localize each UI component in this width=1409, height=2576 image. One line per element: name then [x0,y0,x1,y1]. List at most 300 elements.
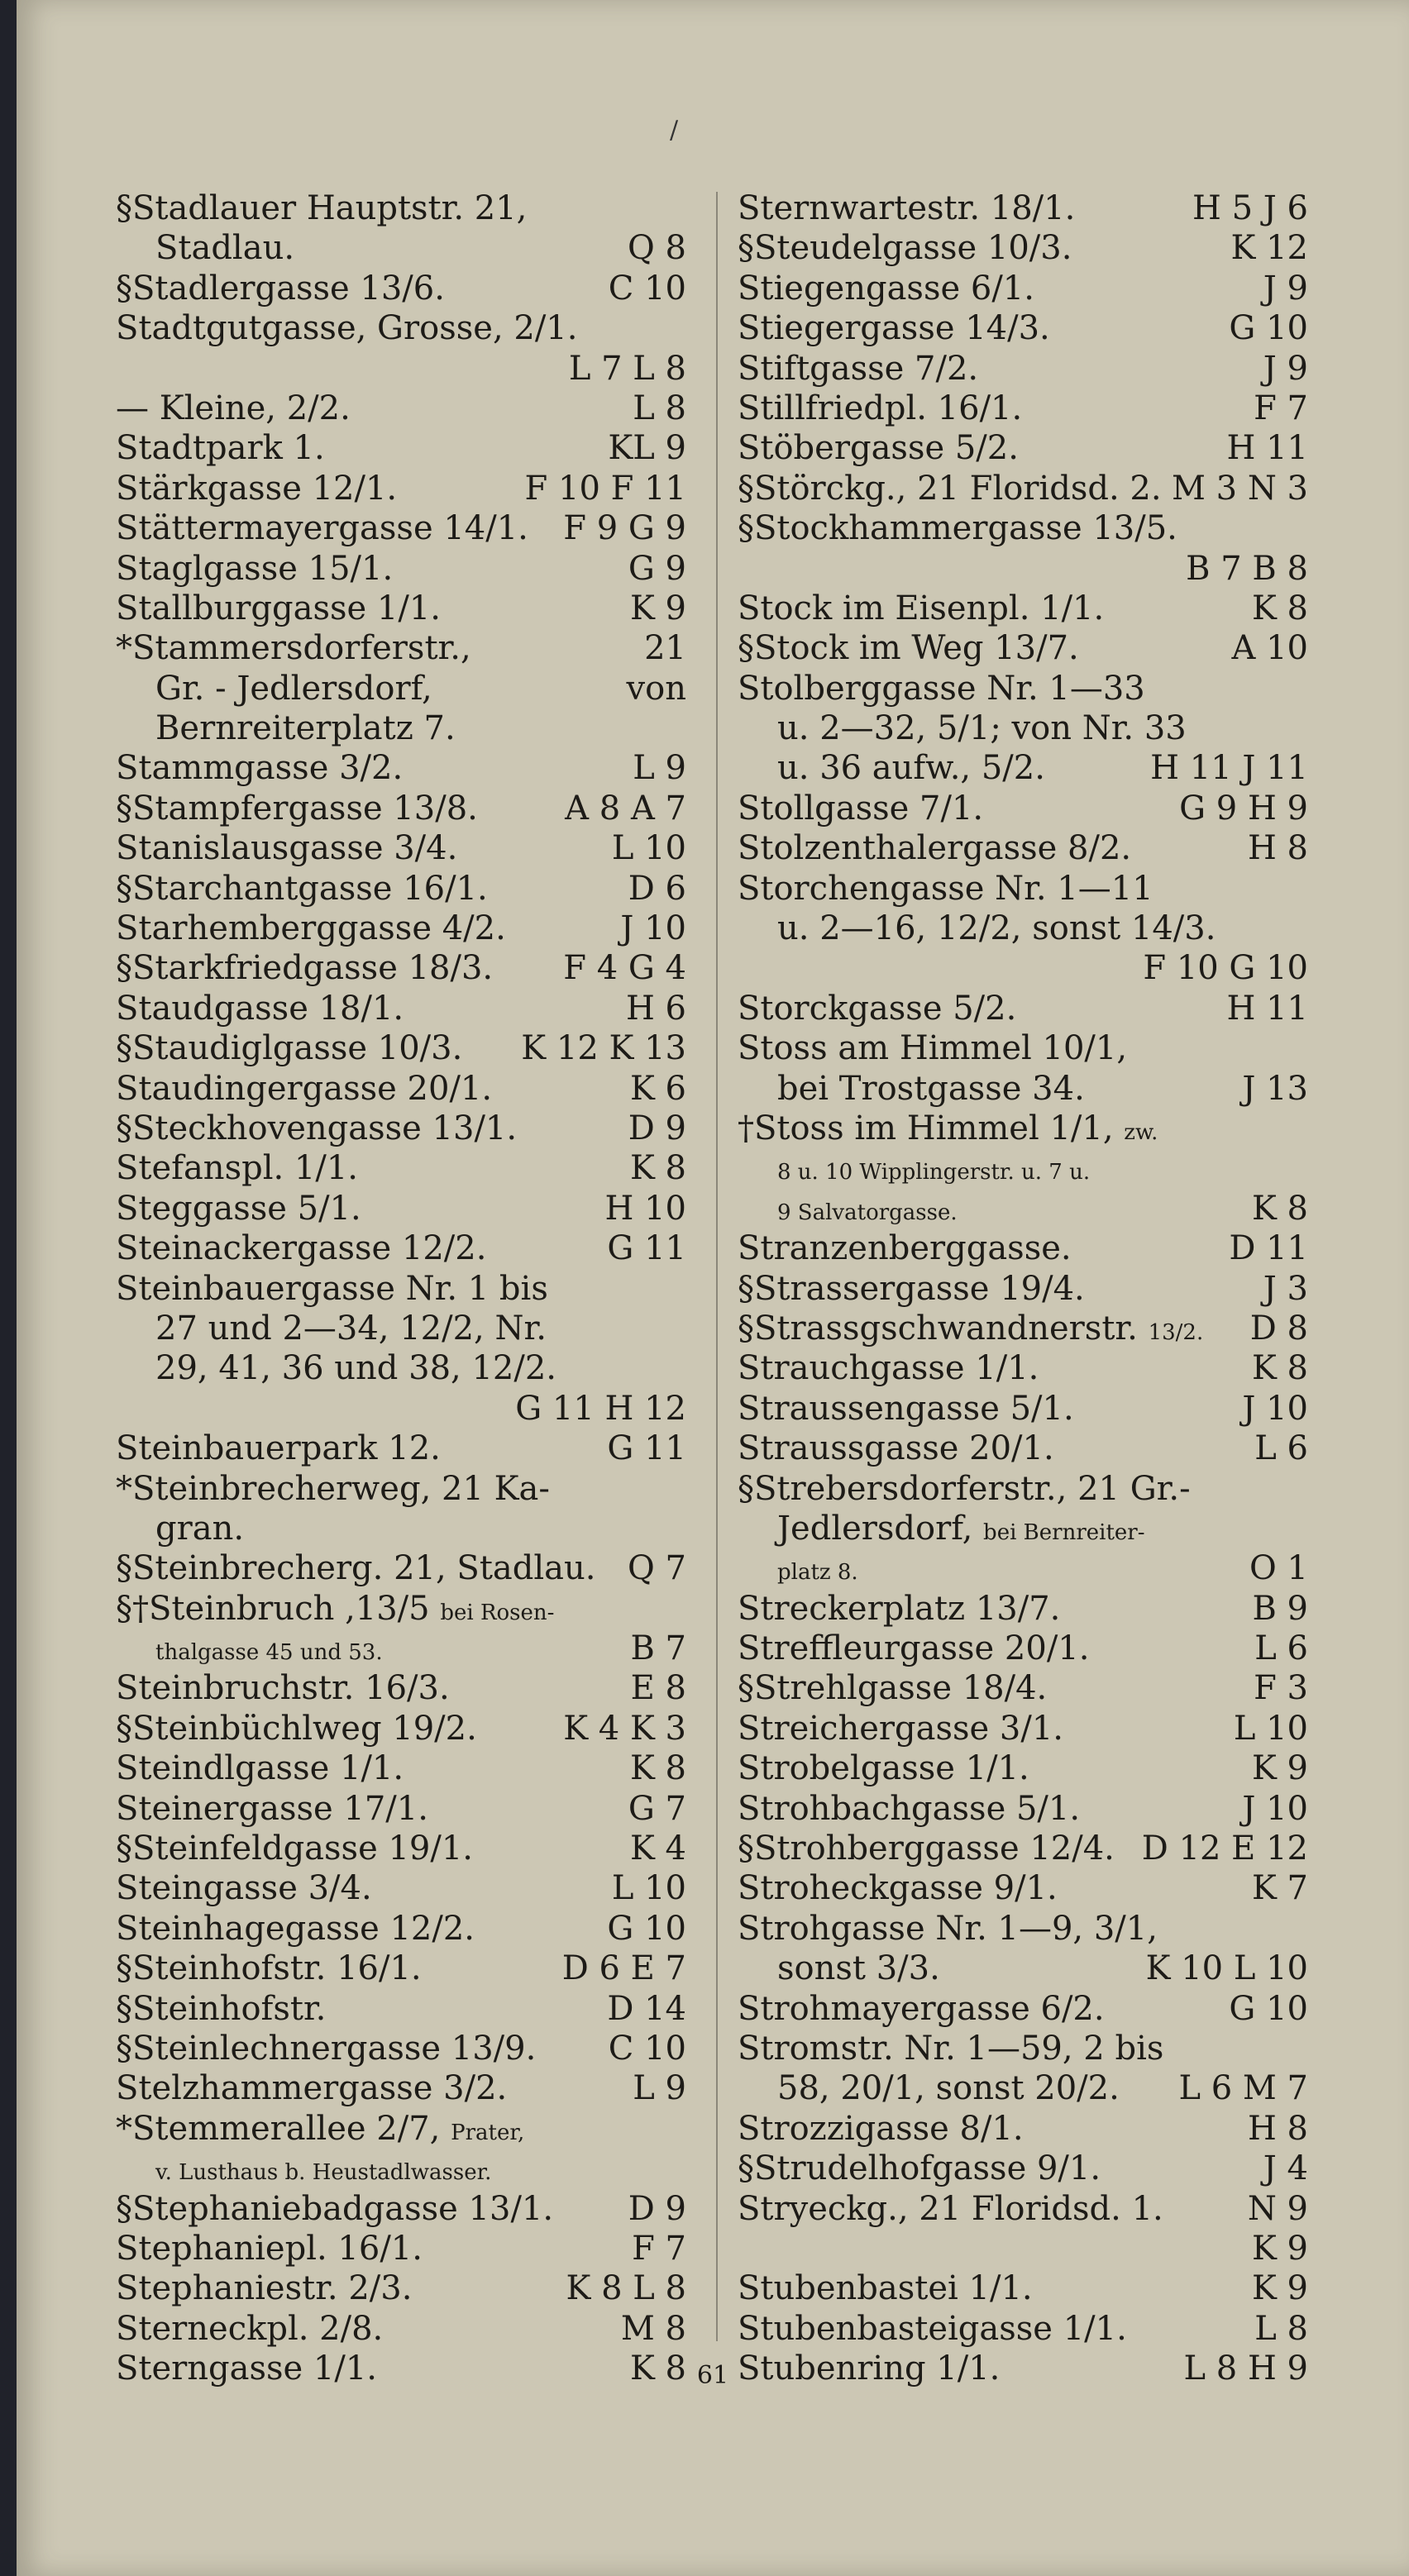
street-name [155,228,294,268]
street-entry [116,1909,686,1949]
street-name [777,708,1187,748]
street-entry [738,1789,1308,1829]
grid-code: K 9 [1251,2229,1308,2268]
street-entry [738,1949,1308,1988]
grid-code: K 12 K 13 [521,1029,686,1068]
street-name [738,2268,1033,2308]
street-text: Stollgasse 7/1. [738,789,984,828]
street-name [738,2109,1024,2149]
grid-code: O 1 [1249,1549,1308,1588]
grid-code: K 8 [1251,1349,1308,1388]
street-entry [738,2229,1308,2268]
street-name [116,2189,553,2229]
street-text: Steinergasse 17/1. [116,1789,428,1828]
grid-code: H 11 J 11 [1150,749,1308,788]
street-entry [738,389,1308,428]
street-name [738,1469,1191,1509]
street-name [738,349,978,389]
grid-code: von [626,669,686,708]
street-text: §Steinbüchlweg 19/2. [116,1709,477,1748]
grid-code: L 7 L 8 [568,349,686,388]
grid-code: K 8 [1251,589,1308,627]
street-note: 8 u. 10 Wipplingerstr. u. 7 u. [777,1160,1091,1185]
street-name [116,909,506,948]
street-name [738,1109,1158,1148]
street-text: Streffleurgasse 20/1. [738,1629,1090,1668]
grid-code: F 7 [632,2229,686,2268]
street-entry [738,989,1308,1028]
street-name [738,1348,1039,1388]
street-entry [738,1109,1308,1148]
street-text: u. 2—16, 12/2, sonst 14/3. [777,909,1216,948]
street-text: §†Steinbruch ,13/5 [116,1589,430,1628]
street-text: Stadlau. [155,229,295,268]
street-text: gran. [155,1509,245,1548]
street-name [116,2029,536,2068]
street-text: §Stock im Weg 13/7. [738,629,1079,668]
grid-code: K 8 [629,1149,686,1188]
street-name [155,708,456,748]
street-text: §Starkfriedgasse 18/3. [116,949,494,988]
street-name [777,1069,1085,1109]
street-name [116,1829,473,1868]
street-name [155,2149,491,2188]
street-name [738,1589,1060,1629]
street-name [738,1429,1054,1468]
street-entry [738,1909,1308,1949]
street-note: platz 8. [777,1560,858,1586]
street-text: Steinhagegasse 12/2. [116,1909,475,1948]
street-name [116,1148,358,1188]
street-text: Stättermayergasse 14/1. [116,509,528,548]
street-entry [738,789,1308,828]
street-name [738,308,1050,348]
street-entry [738,1868,1308,1908]
street-entry [116,669,686,708]
grid-code: E 8 [630,1669,686,1708]
street-entry [116,1709,686,1748]
street-name [116,1909,475,1949]
street-entry [116,989,686,1028]
street-entry [116,1469,686,1509]
street-entry [738,1709,1308,1748]
street-text: Streichergasse 3/1. [738,1709,1064,1748]
street-text: Stanislausgasse 3/4. [116,829,458,868]
street-entry [738,1748,1308,1788]
street-entry [116,589,686,628]
street-name [738,1748,1029,1788]
street-name [116,789,478,828]
street-entry [116,2029,686,2068]
street-entry [738,308,1308,348]
street-name [777,1949,940,1988]
street-text: §Steinhofstr. 16/1. [116,1949,422,1988]
street-name [738,1909,1158,1949]
street-text: Steingasse 3/4. [116,1869,372,1908]
street-text: §Stephaniebadgasse 13/1. [116,2189,554,2228]
street-text: §Stockhammergasse 13/5. [738,509,1177,548]
street-name [116,1589,554,1629]
street-name [116,628,471,668]
street-name [738,1789,1080,1829]
street-entry [738,1028,1308,1068]
grid-code: D 6 E 7 [561,1949,686,1988]
grid-code: K 8 L 8 [566,2269,686,2308]
street-entry [738,349,1308,389]
street-text: §Steckhovengasse 13/1. [116,1109,518,1147]
street-entry [116,1829,686,1868]
street-entry [116,1109,686,1148]
grid-code: D 11 [1229,1229,1308,1268]
street-entry [116,2189,686,2229]
grid-code: 21 [644,629,686,668]
street-text: Stephaniepl. 16/1. [116,2229,423,2268]
street-name [738,389,1022,428]
grid-code: B 9 [1252,1589,1308,1628]
street-entry [116,508,686,548]
street-entry [116,2149,686,2188]
street-entry [116,1589,686,1629]
street-text: Stärkgasse 12/1. [116,469,398,508]
street-name [738,1829,1115,1868]
street-text: u. 2—32, 5/1; von Nr. 33 [777,709,1187,748]
grid-code: K 9 [1251,1749,1308,1788]
grid-code: K 4 K 3 [563,1709,686,1748]
grid-code: G 11 [607,1229,686,1268]
street-text: §Stadlergasse 13/6. [116,269,445,308]
grid-code: D 14 [607,1989,686,2028]
street-entry [116,469,686,508]
street-entry [116,2309,686,2349]
street-entry [116,1789,686,1829]
grid-code: L 9 [633,749,686,788]
street-name [116,1548,595,1588]
street-name [155,1509,244,1548]
street-entry [116,228,686,268]
grid-code: K 10 L 10 [1145,1949,1308,1988]
grid-code: G 9 [628,549,686,588]
street-entry [116,308,686,348]
street-name [116,1748,404,1788]
street-entry [738,748,1308,788]
street-entry [738,1069,1308,1109]
grid-code: C 10 [608,269,686,308]
street-text: Strauchgasse 1/1. [738,1349,1039,1388]
street-name [116,1989,326,2029]
grid-code: L 9 [633,2069,686,2108]
street-entry [738,1348,1308,1388]
street-text: Stolzenthalergasse 8/2. [738,829,1132,868]
street-text: §Steinfeldgasse 19/1. [116,1829,474,1868]
street-text: §Strebersdorferstr., 21 Gr.- [738,1469,1191,1508]
street-entry [116,2109,686,2149]
street-entry [738,2068,1308,2108]
street-entry [116,1989,686,2029]
street-name [738,1269,1085,1309]
street-text: Stryeckg., 21 Floridsd. 1. [738,2189,1163,2228]
street-text: Steinbauergasse Nr. 1 bis [116,1269,548,1308]
street-entry [116,1548,686,1588]
street-text: Stillfriedpl. 16/1. [738,389,1023,427]
street-name [738,2189,1163,2229]
grid-code: L 10 [611,829,686,868]
street-entry [116,1028,686,1068]
street-entry [116,1868,686,1908]
street-name [738,669,1145,708]
street-name [116,869,488,909]
grid-code: H 11 [1226,429,1308,468]
street-text: Steindlgasse 1/1. [116,1749,404,1788]
street-text: Strohbachgasse 5/1. [738,1789,1081,1828]
street-entry [116,1069,686,1109]
street-text: 58, 20/1, sonst 20/2. [777,2069,1120,2108]
street-entry [116,188,686,228]
street-name [777,748,1045,788]
street-name [738,869,1153,909]
street-text: Stefanspl. 1/1. [116,1149,359,1188]
street-entry [738,508,1308,548]
grid-code: M 8 [620,2309,686,2348]
street-name [738,1629,1089,1668]
street-name [116,188,527,228]
grid-code: L 10 [611,1869,686,1908]
street-text: Stiftgasse 7/2. [738,349,979,388]
street-text: §Starchantgasse 16/1. [116,869,488,908]
street-text: Stadtgutgasse, Grosse, 2/1. [116,309,578,348]
grid-code: K 8 [1251,1189,1308,1228]
street-text: Stadtpark 1. [116,429,325,468]
street-text: sonst 3/3. [777,1949,940,1988]
grid-code: L 6 M 7 [1178,2069,1308,2108]
grid-code: M 3 N 3 [1172,469,1308,508]
street-text: Stroheckgasse 9/1. [738,1869,1058,1908]
street-entry [738,1269,1308,1309]
street-entry [116,1309,686,1348]
street-name [116,2268,412,2308]
street-text: Stiegergasse 14/3. [738,309,1050,348]
street-text: Sternwartestr. 18/1. [738,189,1076,227]
street-text: Stubenbasteigasse 1/1. [738,2309,1127,2348]
grid-code: Q 8 [628,229,686,268]
street-name [116,389,351,428]
street-name [116,469,397,508]
grid-code: L 8 [633,389,686,427]
street-text: §Störckg., 21 Floridsd. 2. [738,469,1162,508]
street-name [738,1389,1074,1429]
street-entry [738,1189,1308,1228]
street-entry [738,1668,1308,1708]
street-name [738,228,1072,268]
street-text: u. 36 aufw., 5/2. [777,749,1045,788]
street-name [738,428,1019,468]
street-entry [116,349,686,389]
grid-code: K 6 [629,1069,686,1108]
street-name [738,589,1104,628]
grid-code: N 9 [1247,2189,1308,2228]
grid-code: D 9 [628,2189,686,2228]
street-name [116,748,403,788]
street-text: Sterneckpl. 2/8. [116,2309,384,2348]
street-text: §Strehlgasse 18/4. [738,1669,1048,1708]
street-entry [116,2068,686,2108]
street-entry [738,1509,1308,1548]
grid-code: H 8 [1247,2109,1308,2148]
street-entry [738,1148,1308,1188]
street-text: Steinackergasse 12/2. [116,1229,487,1268]
right-column [738,188,1308,2388]
street-note: Prater, [451,2120,525,2145]
street-note: bei Bernreiter- [983,1519,1145,1545]
street-text: §Steudelgasse 10/3. [738,229,1072,268]
street-entry [738,2149,1308,2188]
street-text: Staudgasse 18/1. [116,989,404,1028]
street-text: Stolberggasse Nr. 1—33 [738,669,1145,708]
street-name [777,1148,1090,1188]
street-entry [116,708,686,748]
street-text: Strozzigasse 8/1. [738,2109,1024,2148]
grid-code: J 9 [1263,269,1308,308]
street-name [738,828,1131,868]
grid-code: F 3 [1254,1669,1308,1708]
grid-code: J 10 [620,909,686,948]
street-entry [116,909,686,948]
street-name [155,669,432,708]
street-note: thalgasse 45 und 53. [155,1640,383,1666]
street-text: Straussengasse 5/1. [738,1389,1074,1428]
grid-code: G 11 H 12 [515,1389,686,1428]
grid-code: A 10 [1231,629,1308,668]
street-entry [738,2309,1308,2349]
street-entry [738,948,1308,988]
grid-code: G 11 [607,1429,686,1468]
street-entry [738,2109,1308,2149]
street-text: §Steinhofstr. [116,1989,327,2028]
street-entry [116,828,686,868]
street-entry [116,1389,686,1429]
street-entry [738,869,1308,909]
street-name [777,909,1216,948]
street-text: Stock im Eisenpl. 1/1. [738,589,1105,627]
street-name [777,1548,858,1588]
street-entry [738,669,1308,708]
grid-code: H 10 [604,1189,686,1228]
grid-code: D 6 [628,869,686,908]
street-name [777,2068,1120,2108]
street-entry [738,549,1308,589]
street-text: §Strudelhofgasse 9/1. [738,2149,1101,2188]
street-name [738,2309,1127,2349]
street-name [738,789,983,828]
street-entry [116,1949,686,1988]
street-text: Bernreiterplatz 7. [155,709,456,748]
grid-code: F 10 F 11 [524,469,686,508]
street-text: Stephaniestr. 2/3. [116,2269,413,2308]
grid-code: B 7 [630,1629,686,1668]
street-name [116,1189,361,1228]
street-name [116,1949,422,1988]
street-entry [738,589,1308,628]
street-text: Steggasse 5/1. [116,1189,361,1228]
grid-code: J 9 [1263,349,1308,388]
street-entry [116,789,686,828]
street-note: 13/2. [1148,1319,1204,1345]
street-entry [738,909,1308,948]
street-entry [116,628,686,668]
grid-code: H 11 [1226,989,1308,1028]
street-name [738,628,1079,668]
street-name [116,1469,550,1509]
street-name [116,1709,477,1748]
street-entry [116,1348,686,1388]
street-name [155,1629,383,1668]
street-name [116,589,441,628]
street-name [738,1709,1063,1748]
street-name [116,2109,524,2149]
street-text: Storckgasse 5/2. [738,989,1017,1028]
street-name [116,989,404,1028]
street-name [738,2149,1101,2188]
street-note: zw. [1124,1119,1158,1145]
street-text: Gr. - Jedlersdorf, [155,669,432,708]
street-entry [738,1589,1308,1629]
street-text: 29, 41, 36 und 38, 12/2. [155,1349,556,1388]
street-text: Staglgasse 15/1. [116,549,394,588]
street-name [116,508,528,548]
grid-code: J 10 [1242,1789,1308,1828]
page-number: 61 [696,2361,729,2390]
grid-code: K 8 [629,1749,686,1788]
street-text: §Strohberggasse 12/4. [738,1829,1115,1868]
grid-code: G 9 H 9 [1179,789,1308,828]
street-name [155,1309,547,1348]
street-name [116,2309,383,2349]
street-name [116,828,457,868]
grid-code: F 4 G 4 [563,949,686,988]
street-text: Jedlersdorf, [777,1509,973,1548]
street-text: Stammgasse 3/2. [116,749,404,788]
street-name [777,1189,958,1228]
street-text: §Stampfergasse 13/8. [116,789,478,828]
street-entry [738,1228,1308,1268]
street-entry [738,428,1308,468]
street-name [116,1269,548,1309]
grid-code: D 9 [628,1109,686,1147]
street-name [738,1228,1072,1268]
street-text: §Staudiglgasse 10/3. [116,1029,463,1068]
street-entry [116,389,686,428]
grid-code: K 12 [1230,229,1308,268]
grid-code: A 8 A 7 [565,789,686,828]
grid-code: C 10 [608,2029,686,2068]
street-text: *Steinbrecherweg, 21 Ka- [116,1469,550,1508]
street-entry [116,2229,686,2268]
grid-code: B 7 B 8 [1186,549,1308,588]
grid-code: H 6 [625,989,686,1028]
street-entry [738,1309,1308,1348]
street-name [738,2029,1163,2068]
street-text: *Stemmerallee 2/7, [116,2109,441,2148]
street-entry [738,1429,1308,1468]
street-entry [738,1389,1308,1429]
street-text: Strohmayergasse 6/2. [738,1989,1105,2028]
street-name [738,1309,1203,1348]
street-name [738,989,1016,1028]
street-text: Stiegengasse 6/1. [738,269,1034,308]
grid-code: G 10 [1229,1989,1308,2028]
street-note: bei Rosen- [440,1600,555,1625]
grid-code: D 8 [1249,1309,1308,1348]
street-entry [738,1629,1308,1668]
